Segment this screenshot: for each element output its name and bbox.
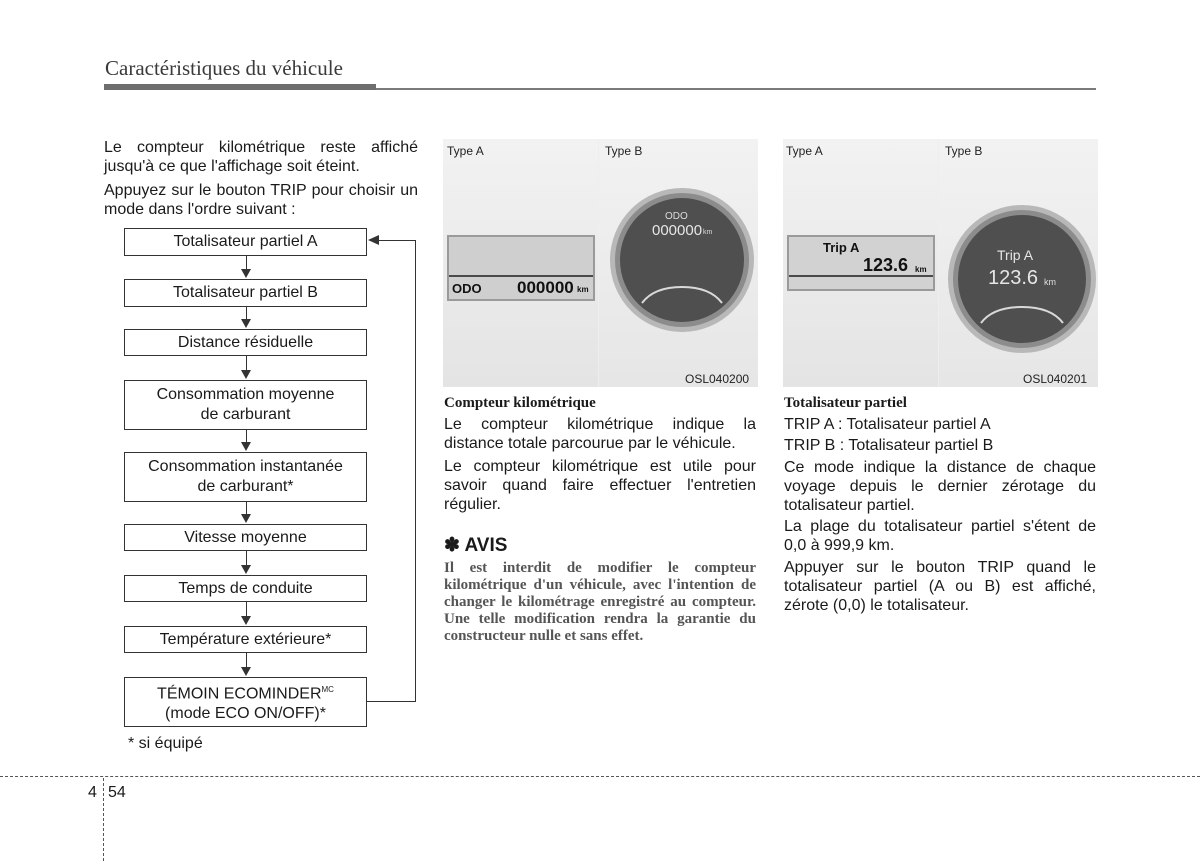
lcd-display-type-a bbox=[787, 235, 935, 291]
trip-b-line: TRIP B : Totalisateur partiel B bbox=[784, 437, 994, 454]
lcd-trip-value: 123.6 bbox=[863, 255, 909, 275]
lcd-trip-unit: km bbox=[915, 265, 927, 274]
flow-arrow-head bbox=[241, 667, 251, 676]
type-a-label: Type A bbox=[786, 144, 823, 158]
trip-paragraph-2: La plage du totalisateur partiel s'étent de 0,0 à 999,9 km. bbox=[784, 518, 1096, 554]
flow-step-label: Totalisateur partiel B bbox=[173, 284, 318, 301]
loop-line-vertical bbox=[415, 240, 416, 702]
flow-step-trip-b bbox=[124, 279, 367, 307]
trip-paragraph-1: Ce mode indique la distance de chaque voyage depuis le dernier zérotage du totalisateur partiel. bbox=[784, 459, 1096, 514]
chapter-number: 4 bbox=[88, 784, 97, 801]
lcd-odo-unit: km bbox=[577, 285, 589, 294]
gauge-trip-label: Trip A bbox=[997, 247, 1034, 263]
odometer-paragraph-1: Le compteur kilométrique indique la distance totale parcourue par le véhicule. bbox=[444, 416, 756, 452]
flow-step-trip-a bbox=[124, 228, 367, 256]
gauge-odo-unit: km bbox=[703, 229, 713, 236]
flow-arrow-head bbox=[241, 514, 251, 523]
flow-step-avg-consumption bbox=[124, 380, 367, 430]
flow-arrow-head bbox=[241, 269, 251, 278]
gauge-odo-label: ODO bbox=[665, 211, 688, 222]
page-number: 54 bbox=[108, 784, 126, 801]
flow-arrow-head bbox=[241, 565, 251, 574]
type-a-label: Type A bbox=[447, 144, 484, 158]
trip-paragraph-3: Appuyer sur le bouton TRIP quand le totalisateur partiel (A ou B) est affiché, zérote (0,0) le totalisateur. bbox=[784, 559, 1096, 614]
intro-paragraph-1: Le compteur kilométrique reste affiché jusqu'à ce que l'affichage soit éteint. bbox=[104, 139, 418, 175]
flow-step-label: Consommation instantanée bbox=[148, 458, 343, 475]
intro-paragraph-2: Appuyez sur le bouton TRIP pour choisir un mode dans l'ordre suivant : bbox=[104, 182, 418, 218]
flow-step-drive-time bbox=[124, 575, 367, 602]
type-b-label: Type B bbox=[945, 144, 983, 158]
notice-body: Il est interdit de modifier le compteur kilométrique d'un véhicule, avec l'intention de changer le kilométrage enregistré au compteur. Une telle modification rendra la garantie du constructeur nulle et sans effet. bbox=[444, 560, 756, 644]
lcd-trip-label: Trip A bbox=[823, 240, 860, 255]
header-rule-thick bbox=[104, 84, 376, 90]
flow-arrow-line bbox=[246, 551, 247, 566]
lcd-odo-value: 000000 bbox=[517, 278, 574, 297]
footnote: * si équipé bbox=[128, 735, 203, 752]
trip-a-line: TRIP A : Totalisateur partiel A bbox=[784, 416, 991, 433]
flow-arrow-line bbox=[246, 602, 247, 617]
flow-arrow-head bbox=[241, 616, 251, 625]
flow-step-label: Totalisateur partiel A bbox=[173, 233, 318, 250]
flow-arrow-head bbox=[241, 442, 251, 451]
flow-step-label: Temps de conduite bbox=[178, 579, 313, 597]
loop-line-top bbox=[378, 240, 416, 241]
flow-step-label-2: (mode ECO ON/OFF)* bbox=[165, 705, 326, 723]
flow-step-label-2: de carburant bbox=[200, 406, 291, 423]
flow-step-outside-temp bbox=[124, 626, 367, 653]
flow-arrow-line bbox=[246, 653, 247, 668]
footer-dashed-divider bbox=[103, 778, 104, 861]
loop-arrow-head bbox=[368, 235, 379, 245]
gauge-display-type-b bbox=[609, 187, 755, 333]
section-heading-odometer: Compteur kilométrique bbox=[444, 395, 596, 411]
flow-arrow-line bbox=[246, 256, 247, 270]
flow-step-label: Consommation moyenne bbox=[156, 386, 335, 403]
flow-step-label-2: de carburant* bbox=[197, 478, 294, 495]
notice-title: ✽ AVIS bbox=[444, 535, 508, 556]
figure-trip-meter bbox=[783, 139, 1098, 387]
flow-step-instant-consumption bbox=[124, 452, 367, 502]
figure-code: OSL040200 bbox=[685, 372, 750, 386]
lcd-odo-label: ODO bbox=[452, 281, 482, 296]
flow-step-ecominder bbox=[124, 677, 367, 727]
ecominder-sup: MC bbox=[321, 684, 334, 694]
flow-arrow-line bbox=[246, 356, 247, 371]
figure-code: OSL040201 bbox=[1023, 372, 1088, 386]
page-header-title: Caractéristiques du véhicule bbox=[105, 56, 343, 80]
header-rule-thin bbox=[376, 88, 1096, 90]
gauge-trip-unit: km bbox=[1044, 277, 1056, 287]
gauge-odo-value: 000000 bbox=[652, 222, 703, 239]
loop-line-bottom bbox=[367, 701, 416, 702]
type-b-label: Type B bbox=[605, 144, 643, 158]
ecominder-text: TÉMOIN ECOMINDER bbox=[157, 685, 322, 703]
figure-odometer bbox=[443, 139, 758, 387]
flow-step-label: Température extérieure* bbox=[159, 630, 332, 648]
flow-arrow-head bbox=[241, 370, 251, 379]
flow-arrow-head bbox=[241, 319, 251, 328]
footer-dashed-rule bbox=[0, 776, 1200, 777]
flow-step-range bbox=[124, 329, 367, 356]
flow-step-label: Distance résiduelle bbox=[177, 333, 314, 351]
flow-step-avg-speed bbox=[124, 524, 367, 551]
flow-step-label bbox=[157, 680, 334, 704]
section-heading-trip: Totalisateur partiel bbox=[784, 395, 907, 411]
odometer-paragraph-2: Le compteur kilométrique est utile pour savoir quand faire effectuer l'entretien régulier. bbox=[444, 458, 756, 513]
flow-step-label: Vitesse moyenne bbox=[184, 528, 307, 546]
gauge-trip-value: 123.6 bbox=[988, 267, 1039, 289]
